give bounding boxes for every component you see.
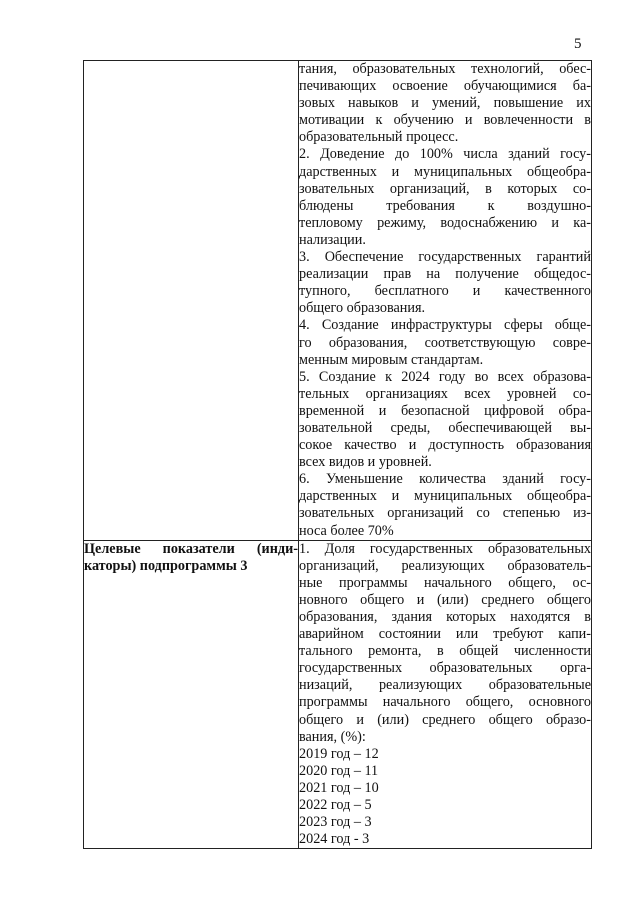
row-label: [84, 541, 298, 575]
text-line: программы начального общего, основного: [299, 694, 591, 711]
text-line: тепловому режиму, водоснабжению и ка-: [299, 214, 591, 231]
text-line: общего и (или) среднего общего образо-: [299, 711, 591, 728]
text-line: 2021 год – 10: [299, 779, 379, 796]
text-line: 2024 год - 3: [299, 831, 370, 848]
indicator-value-cell: [299, 61, 592, 541]
text-line: организаций, реализующих образователь-: [299, 557, 591, 574]
text-line: низаций, реализующих образовательные: [299, 677, 591, 694]
text-line: дарственных и муниципальных общеобра-: [299, 488, 591, 505]
table-row: [84, 540, 592, 849]
text-line: аварийном состоянии или требуют капи-: [299, 626, 591, 643]
text-line: нализации.: [299, 231, 366, 248]
text-line: менным мировым стандартам.: [299, 351, 484, 368]
paragraph: [299, 61, 591, 146]
indicator-label-cell: [84, 61, 299, 541]
text-line: тального ремонта, в общей численности: [299, 643, 591, 660]
text-line: ные программы начального общего, ос-: [299, 574, 591, 591]
text-line: дарственных и муниципальных общеобра-: [299, 163, 591, 180]
text-line: блюдены требования к воздушно-: [299, 197, 591, 214]
text-line: 2019 год – 12: [299, 745, 379, 762]
indicator-value-cell: [299, 540, 592, 849]
table-row: [84, 61, 592, 541]
text-line: общего образования.: [299, 300, 426, 317]
paragraph: [299, 146, 591, 249]
text-line: носа более 70%: [299, 522, 394, 539]
text-line: тельных организациях всех уровней со-: [299, 385, 591, 402]
text-line: мотивации к обучению и вовлеченности в: [299, 112, 591, 129]
text-line: 5. Создание к 2024 году во всех образова-: [299, 368, 591, 385]
text-line: всех видов и уровней.: [299, 454, 432, 471]
text-line: печивающих освоение обучающимися ба-: [299, 78, 591, 95]
text-line: зовых навыков и умений, повышение их: [299, 95, 591, 112]
text-line: сокое качество и доступность образования: [299, 437, 591, 454]
paragraph: [299, 541, 591, 849]
text-line: 2023 год – 3: [299, 814, 372, 831]
text-line: 2022 год – 5: [299, 797, 372, 814]
text-line: го образования, соответствующую совре-: [299, 334, 591, 351]
indicator-label-cell: [84, 540, 299, 849]
paragraph: [299, 249, 591, 317]
paragraph: [299, 471, 591, 539]
text-line: 6. Уменьшение количества зданий госу-: [299, 471, 591, 488]
text-line: реализации прав на получение общедос-: [299, 266, 591, 283]
text-line: тания, образовательных технологий, обес-: [299, 61, 591, 77]
subprogram-passport-table: [83, 60, 592, 849]
label-line: каторы) подпрограммы 3: [84, 557, 248, 574]
text-line: зовательных организаций со степенью из-: [299, 505, 591, 522]
text-line: 2. Доведение до 100% числа зданий госу-: [299, 146, 591, 163]
paragraph: [299, 369, 591, 472]
text-line: зовательной среды, обеспечивающей вы-: [299, 419, 591, 436]
page-number: 5: [574, 36, 582, 52]
text-line: вания, (%):: [299, 728, 366, 745]
text-line: временной и безопасной цифровой обра-: [299, 402, 591, 419]
text-line: зовательных организаций, в которых со-: [299, 180, 591, 197]
text-line: 1. Доля государственных образовательных: [299, 540, 591, 557]
text-line: образовательный процесс.: [299, 129, 459, 146]
text-line: новного общего и (или) среднего общего: [299, 591, 591, 608]
text-line: 2020 год – 11: [299, 762, 379, 779]
text-line: 3. Обеспечение государственных гарантий: [299, 249, 591, 266]
label-line: Целевые показатели (инди-: [84, 540, 298, 557]
text-line: 4. Создание инфраструктуры сферы обще-: [299, 317, 591, 334]
paragraph: [299, 317, 591, 368]
text-line: государственных образовательных орга-: [299, 660, 591, 677]
text-line: образования, здания которых находятся в: [299, 609, 591, 625]
text-line: тупного, бесплатного и качественного: [299, 283, 591, 300]
